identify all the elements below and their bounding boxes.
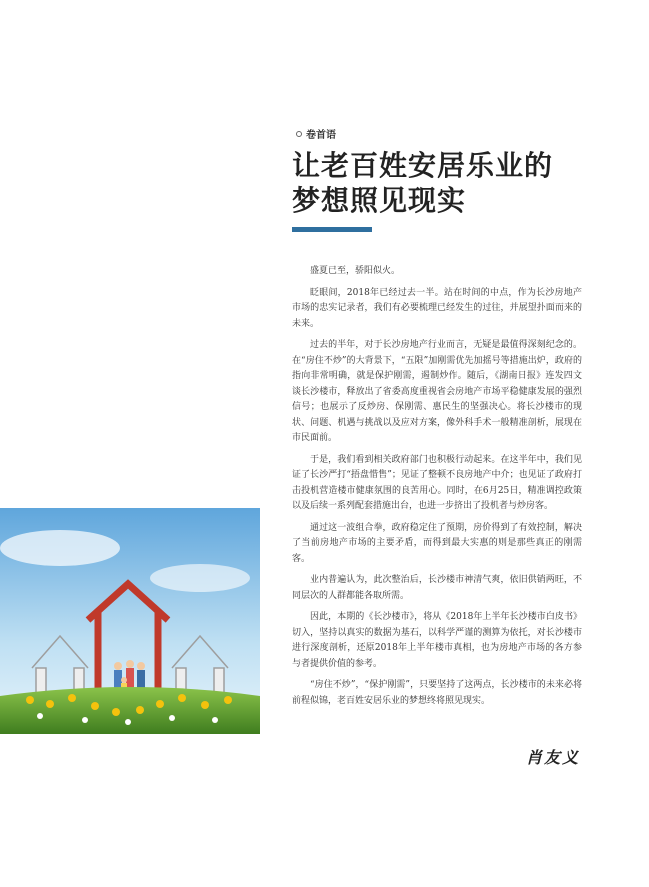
- paragraph: “房住不炒”，“保护刚需”，只要坚持了这两点，长沙楼市的未来必将前程似锦，老百姓安居乐业的梦想终将照见现实。: [292, 680, 582, 706]
- title-line-1: 让老百姓安居乐业的: [292, 149, 554, 182]
- title-underline: [292, 227, 372, 232]
- cloud: [150, 564, 250, 592]
- section-tag-label: 卷首语: [306, 130, 336, 141]
- page-title: [292, 148, 553, 218]
- title-line-2: 梦想照见现实: [292, 184, 467, 217]
- paragraph: 眨眼间，2018年已经过去一半。站在时间的中点，作为长沙房地产市场的忠实记录者，我们有必要梳理已经发生的过往，并展望扑面而来的未来。: [292, 287, 582, 329]
- author-signature: 肖友义: [526, 748, 581, 767]
- paragraph: 过去的半年，对于长沙房地产行业而言，无疑是最值得深刻纪念的。在“房住不炒”的大背景下，“五限”加刚需优先加摇号等措施出炉，政府的指向非常明确，就是保护刚需，遏制炒作。随后，《湖南日报》连发四文谈长沙楼市，释放出了省委高度重视省会房地产市场平稳健康发展的强烈信号；也展示了反炒房、保刚需、惠民生的坚强决心。将长沙楼市的现状、问题、机遇与挑战以及应对方案，像外科手术一般精准剖析，展现在市民面前。: [292, 340, 582, 443]
- cloud: [0, 530, 120, 566]
- paragraph: 因此，本期的《长沙楼市》，将从《2018年上半年长沙楼市白皮书》切入，坚持以真实的数据为基石，以科学严谨的测算为依托，对长沙楼市进行深度剖析，还原2018年上半年楼市真相，也为房地产市场的各方参与者提供价值的参考。: [292, 612, 582, 669]
- grass: [0, 687, 260, 734]
- bullet-icon: [296, 131, 302, 137]
- paragraph: 通过这一波组合拳，政府稳定住了预期，房价得到了有效控制，解决了当前房地产市场的主要矛盾，而得到最大实惠的则是那些真正的刚需客。: [292, 522, 582, 564]
- article-body: [292, 264, 582, 715]
- paragraph: 于是，我们看到相关政府部门也积极行动起来。在这半年中，我们见证了长沙严打“捂盘惜售”；见证了整顿不良房地产中介；也见证了政府打击投机营造楼市健康氛围的良苦用心。同时，在6月25日，精准调控政策以及后续一系列配套措施出台，也进一步挤出了投机者与炒房客。: [292, 454, 582, 511]
- paragraph: 盛夏已至，骄阳似火。: [310, 266, 401, 276]
- paragraph: 业内普遍认为，此次整治后，长沙楼市神清气爽，依旧供销两旺，不同层次的人群都能各取所需。: [292, 575, 582, 601]
- section-tag: [296, 126, 336, 141]
- house-family-illustration: [0, 508, 260, 734]
